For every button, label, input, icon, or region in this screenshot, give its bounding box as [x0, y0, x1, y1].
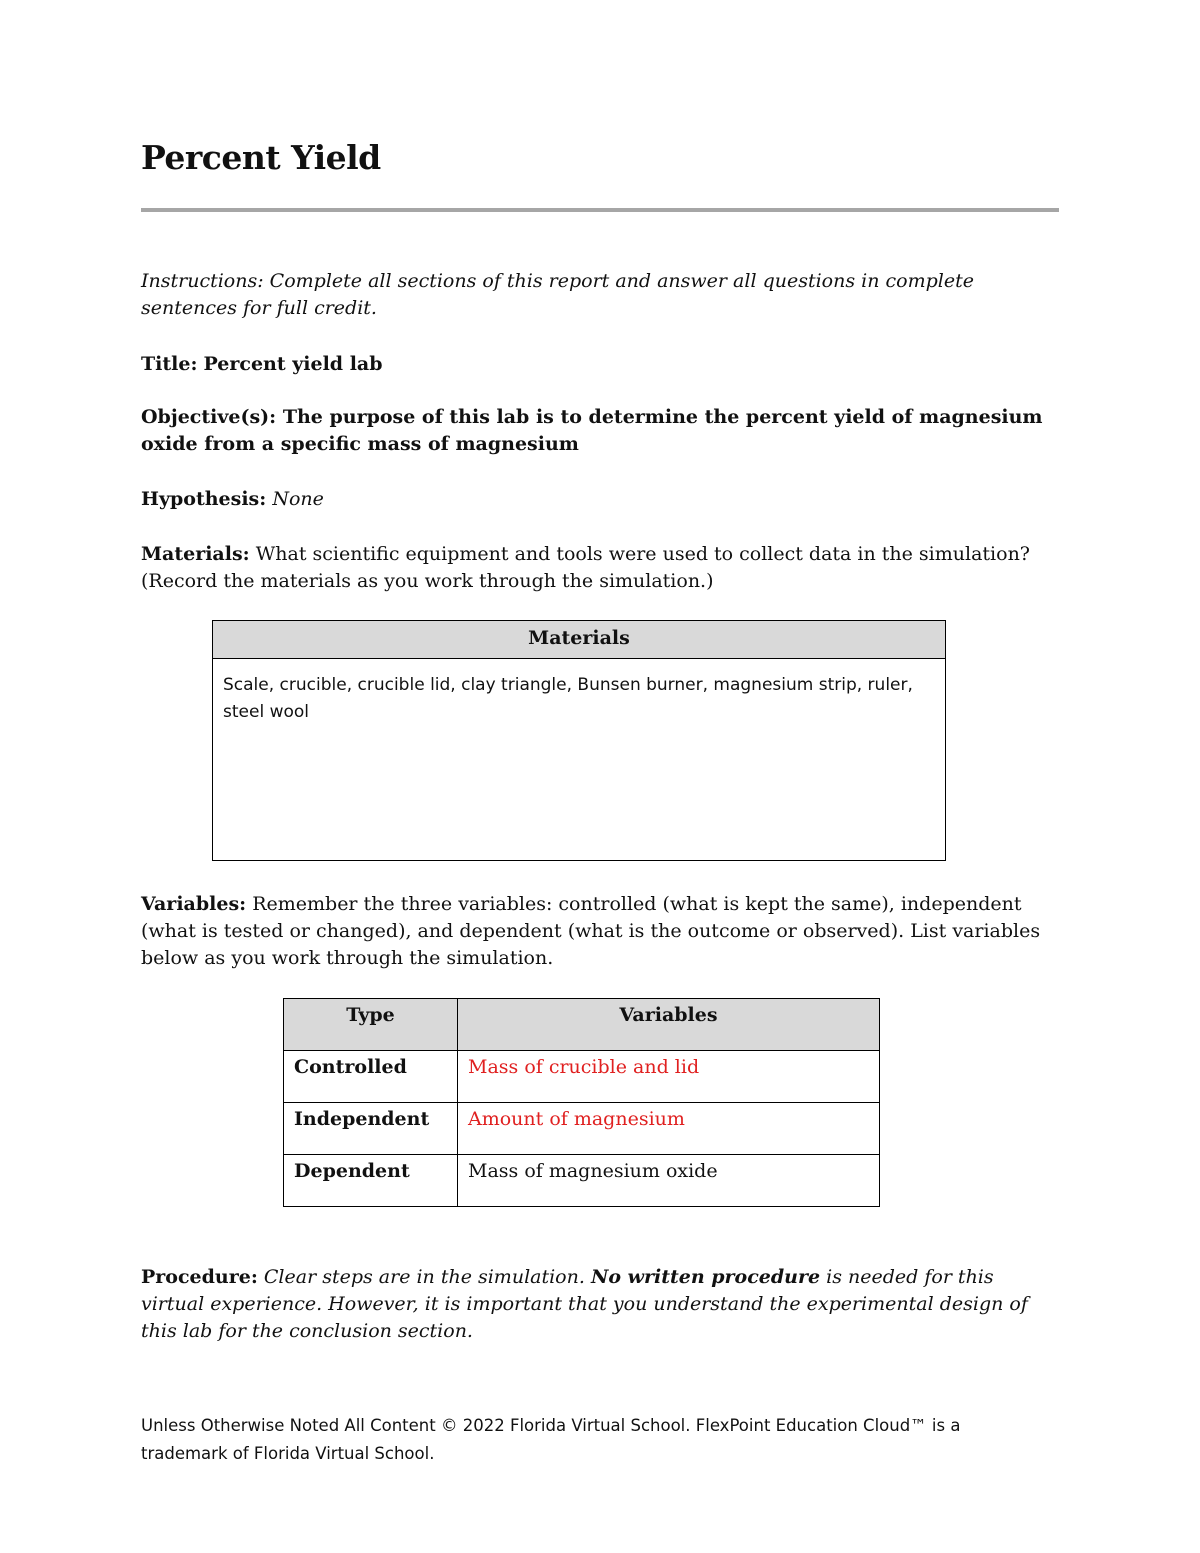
variable-type-cell: Controlled: [284, 1051, 458, 1103]
variables-field: [141, 891, 1059, 972]
procedure-field: [141, 1264, 1059, 1345]
variables-header-type: Type: [284, 999, 458, 1051]
materials-table-header: Materials: [213, 621, 945, 659]
hypothesis-field: [141, 486, 1059, 513]
procedure-text-b: is needed for this virtual experience. However, it is important that you understand the experimental design of this lab for the conclusion section.: [141, 1266, 1028, 1342]
variable-value-cell[interactable]: Mass of magnesium oxide: [458, 1155, 880, 1207]
procedure-label: Procedure:: [141, 1266, 258, 1288]
variables-prompt: Remember the three variables: controlled (what is kept the same), independent (what is tested or changed), and dependent (what is the outcome or observed). List variables below as you work through the simulation.: [141, 893, 1041, 969]
objective-label: Objective(s):: [141, 406, 277, 428]
variable-value-cell[interactable]: Mass of crucible and lid: [458, 1051, 880, 1103]
copyright-footer: Unless Otherwise Noted All Content © 2022 Florida Virtual School. FlexPoint Education Cloud™ is a trademark of Florida Virtual School.: [141, 1416, 961, 1463]
materials-field: [141, 541, 1059, 595]
title-value: Percent yield lab: [203, 353, 383, 375]
objective-field: [141, 404, 1059, 458]
procedure-text-a: Clear steps are in the simulation.: [263, 1266, 585, 1288]
variables-table-header-row: [284, 999, 880, 1051]
variables-header-variables: Variables: [458, 999, 880, 1051]
table-row: [284, 1103, 880, 1155]
materials-table-content[interactable]: Scale, crucible, crucible lid, clay triangle, Bunsen burner, magnesium strip, ruler, steel wool: [223, 675, 913, 722]
variable-value-cell[interactable]: Amount of magnesium: [458, 1103, 880, 1155]
title-label: Title:: [141, 353, 198, 375]
variable-type-cell: Independent: [284, 1103, 458, 1155]
instructions-text: Instructions: Complete all sections of this report and answer all questions in complete sentences for full credit.: [141, 270, 974, 319]
title-field: [141, 351, 1059, 378]
materials-label: Materials:: [141, 543, 250, 565]
objective-value: The purpose of this lab is to determine the percent yield of magnesium oxide from a specific mass of magnesium: [141, 406, 1043, 455]
hypothesis-label: Hypothesis:: [141, 488, 267, 510]
title-divider: [141, 208, 1059, 212]
table-row: [284, 1051, 880, 1103]
variable-type-cell: Dependent: [284, 1155, 458, 1207]
page-title: Percent Yield: [141, 138, 381, 177]
materials-prompt: What scientific equipment and tools were used to collect data in the simulation? (Record the materials as you work through the simulation.): [141, 543, 1030, 592]
variables-label: Variables:: [141, 893, 247, 915]
hypothesis-value: None: [272, 488, 324, 510]
materials-table: [212, 620, 946, 861]
variables-table: [283, 998, 880, 1207]
procedure-text-bold: No written procedure: [590, 1266, 821, 1288]
table-row: [284, 1155, 880, 1207]
